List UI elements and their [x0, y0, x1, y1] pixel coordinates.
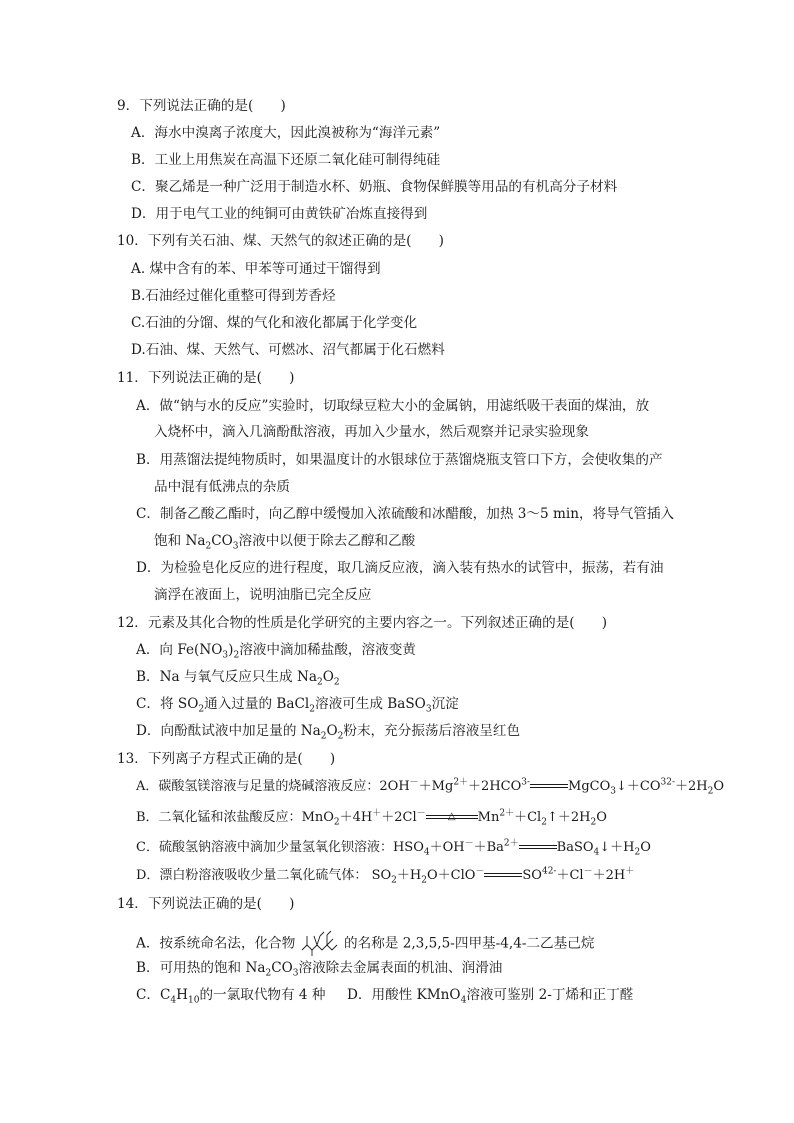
q9-option-c: C．聚乙烯是一种广泛用于制造水杯、奶瓶、食物保鲜膜等用品的有机高分子材料: [131, 179, 618, 195]
q11-option-c-line1: C．制备乙酸乙酯时，向乙醇中缓慢加入浓硫酸和冰醋酸，加热 3～5 min，将导气管插入: [136, 506, 675, 522]
q10-option-c: C.石油的分馏、煤的气化和液化都属于化学变化: [131, 315, 418, 331]
q11-option-b-line2: 品中混有低沸点的杂质: [154, 479, 290, 495]
q10-stem: 10．下列有关石油、煤、天然气的叙述正确的是( ): [117, 233, 444, 249]
q10-option-a: A. 煤中含有的苯、甲苯等可通过干馏得到: [131, 261, 381, 277]
q14-option-d: D．用酸性 KMnO$_4$溶液可鉴别 2-丁烯和正丁醛: [347, 987, 634, 1006]
q13-option-c: C．硫酸氢钠溶液中滴加少量氢氧化钡溶液：$HSO_4+OH^-+Ba^{2+}$ $BaSO_4↓+H_2O$: [136, 838, 651, 858]
q11-option-c-line2: 饱和 $Na_2CO_3$溶液中以便于除去乙醇和乙酸: [154, 533, 416, 552]
q12-option-b: B．Na 与氧气反应只生成 $Na_2O_2$: [136, 669, 340, 688]
q13-option-a: A．碳酸氢镁溶液与足量的烧碱溶液反应：$2OH^-+Mg^{2+}+2HCO^{3-}$ $MgCO_3↓+CO^{32-}+2H_2O$: [136, 777, 725, 797]
q11-option-d-line1: D．为检验皂化反应的进行程度，取几滴反应液，滴入装有热水的试管中，振荡，若有油: [136, 560, 664, 576]
q10-option-d: D.石油、煤、天然气、可燃冰、沼气都属于化石燃料: [131, 342, 445, 358]
q11-option-a-line2: 入烧杯中，滴入几滴酚酞溶液，再加入少量水，然后观察并记录实验现象: [154, 424, 589, 440]
q9-option-d: D．用于电气工业的纯铜可由黄铁矿冶炼直接得到: [131, 206, 428, 222]
q9-stem: 9．下列说法正确的是( ): [117, 98, 286, 114]
q9-option-b: B．工业上用焦炭在高温下还原二氧化硅可制得纯硅: [131, 152, 441, 168]
q14-option-c: C．$C_4H_{10}$的一氯取代物有 4 种: [136, 987, 326, 1006]
q11-option-a-line1: A．做“钠与水的反应”实验时，切取绿豆粒大小的金属钠，用滤纸吸干表面的煤油，放: [136, 398, 650, 414]
skeletal-formula-image: [300, 930, 340, 958]
q11-option-b-line1: B．用蒸馏法提纯物质时，如果温度计的水银球位于蒸馏烧瓶支管口下方，会使收集的产: [136, 452, 663, 468]
q11-option-d-line2: 滴浮在液面上，说明油脂已完全反应: [154, 587, 372, 603]
q13-stem: 13．下列离子方程式正确的是( ): [117, 751, 336, 767]
q10-option-b: B.石油经过催化重整可得到芳香烃: [131, 288, 336, 304]
q14-stem: 14．下列说法正确的是( ): [117, 896, 295, 912]
q12-option-a: A．向 $Fe(NO_3)_2$溶液中滴加稀盐酸，溶液变黄: [136, 642, 416, 661]
q14-option-b: B．可用热的饱和 $Na_2CO_3$溶液除去金属表面的机油、润滑油: [136, 960, 503, 979]
q13-option-b: B．二氧化锰和浓盐酸反应：MnO$_2$＋4H＋＋2Cl－ △ $Mn^{2+}+Cl_2↑+2H_2O$: [136, 808, 607, 828]
q9-option-a: A．海水中溴离子浓度大，因此溴被称为“海洋元素”: [131, 125, 441, 141]
q12-stem: 12．元素及其化合物的性质是化学研究的主要内容之一。下列叙述正确的是( ): [117, 615, 608, 631]
q13-option-d: D．漂白粉溶液吸收少量二氧化硫气体： $SO_2+H_2O+ClO^-$ $SO^{42-}+Cl^-+2H^+$: [136, 866, 635, 886]
q12-option-c: C．将 $SO_2$通入过量的 BaCl$_2$溶液可生成 BaSO$_3$沉淀: [136, 696, 459, 715]
q14-option-a: A．按系统命名法，化合物 的名称是 2,3,5,5-四甲基-4,4-二乙基己烷: [136, 930, 594, 958]
q12-option-d: D．向酚酞试液中加足量的 $Na_2O_2$粉末，充分振荡后溶液呈红色: [136, 723, 521, 742]
q11-stem: 11．下列说法正确的是( ): [117, 370, 295, 386]
